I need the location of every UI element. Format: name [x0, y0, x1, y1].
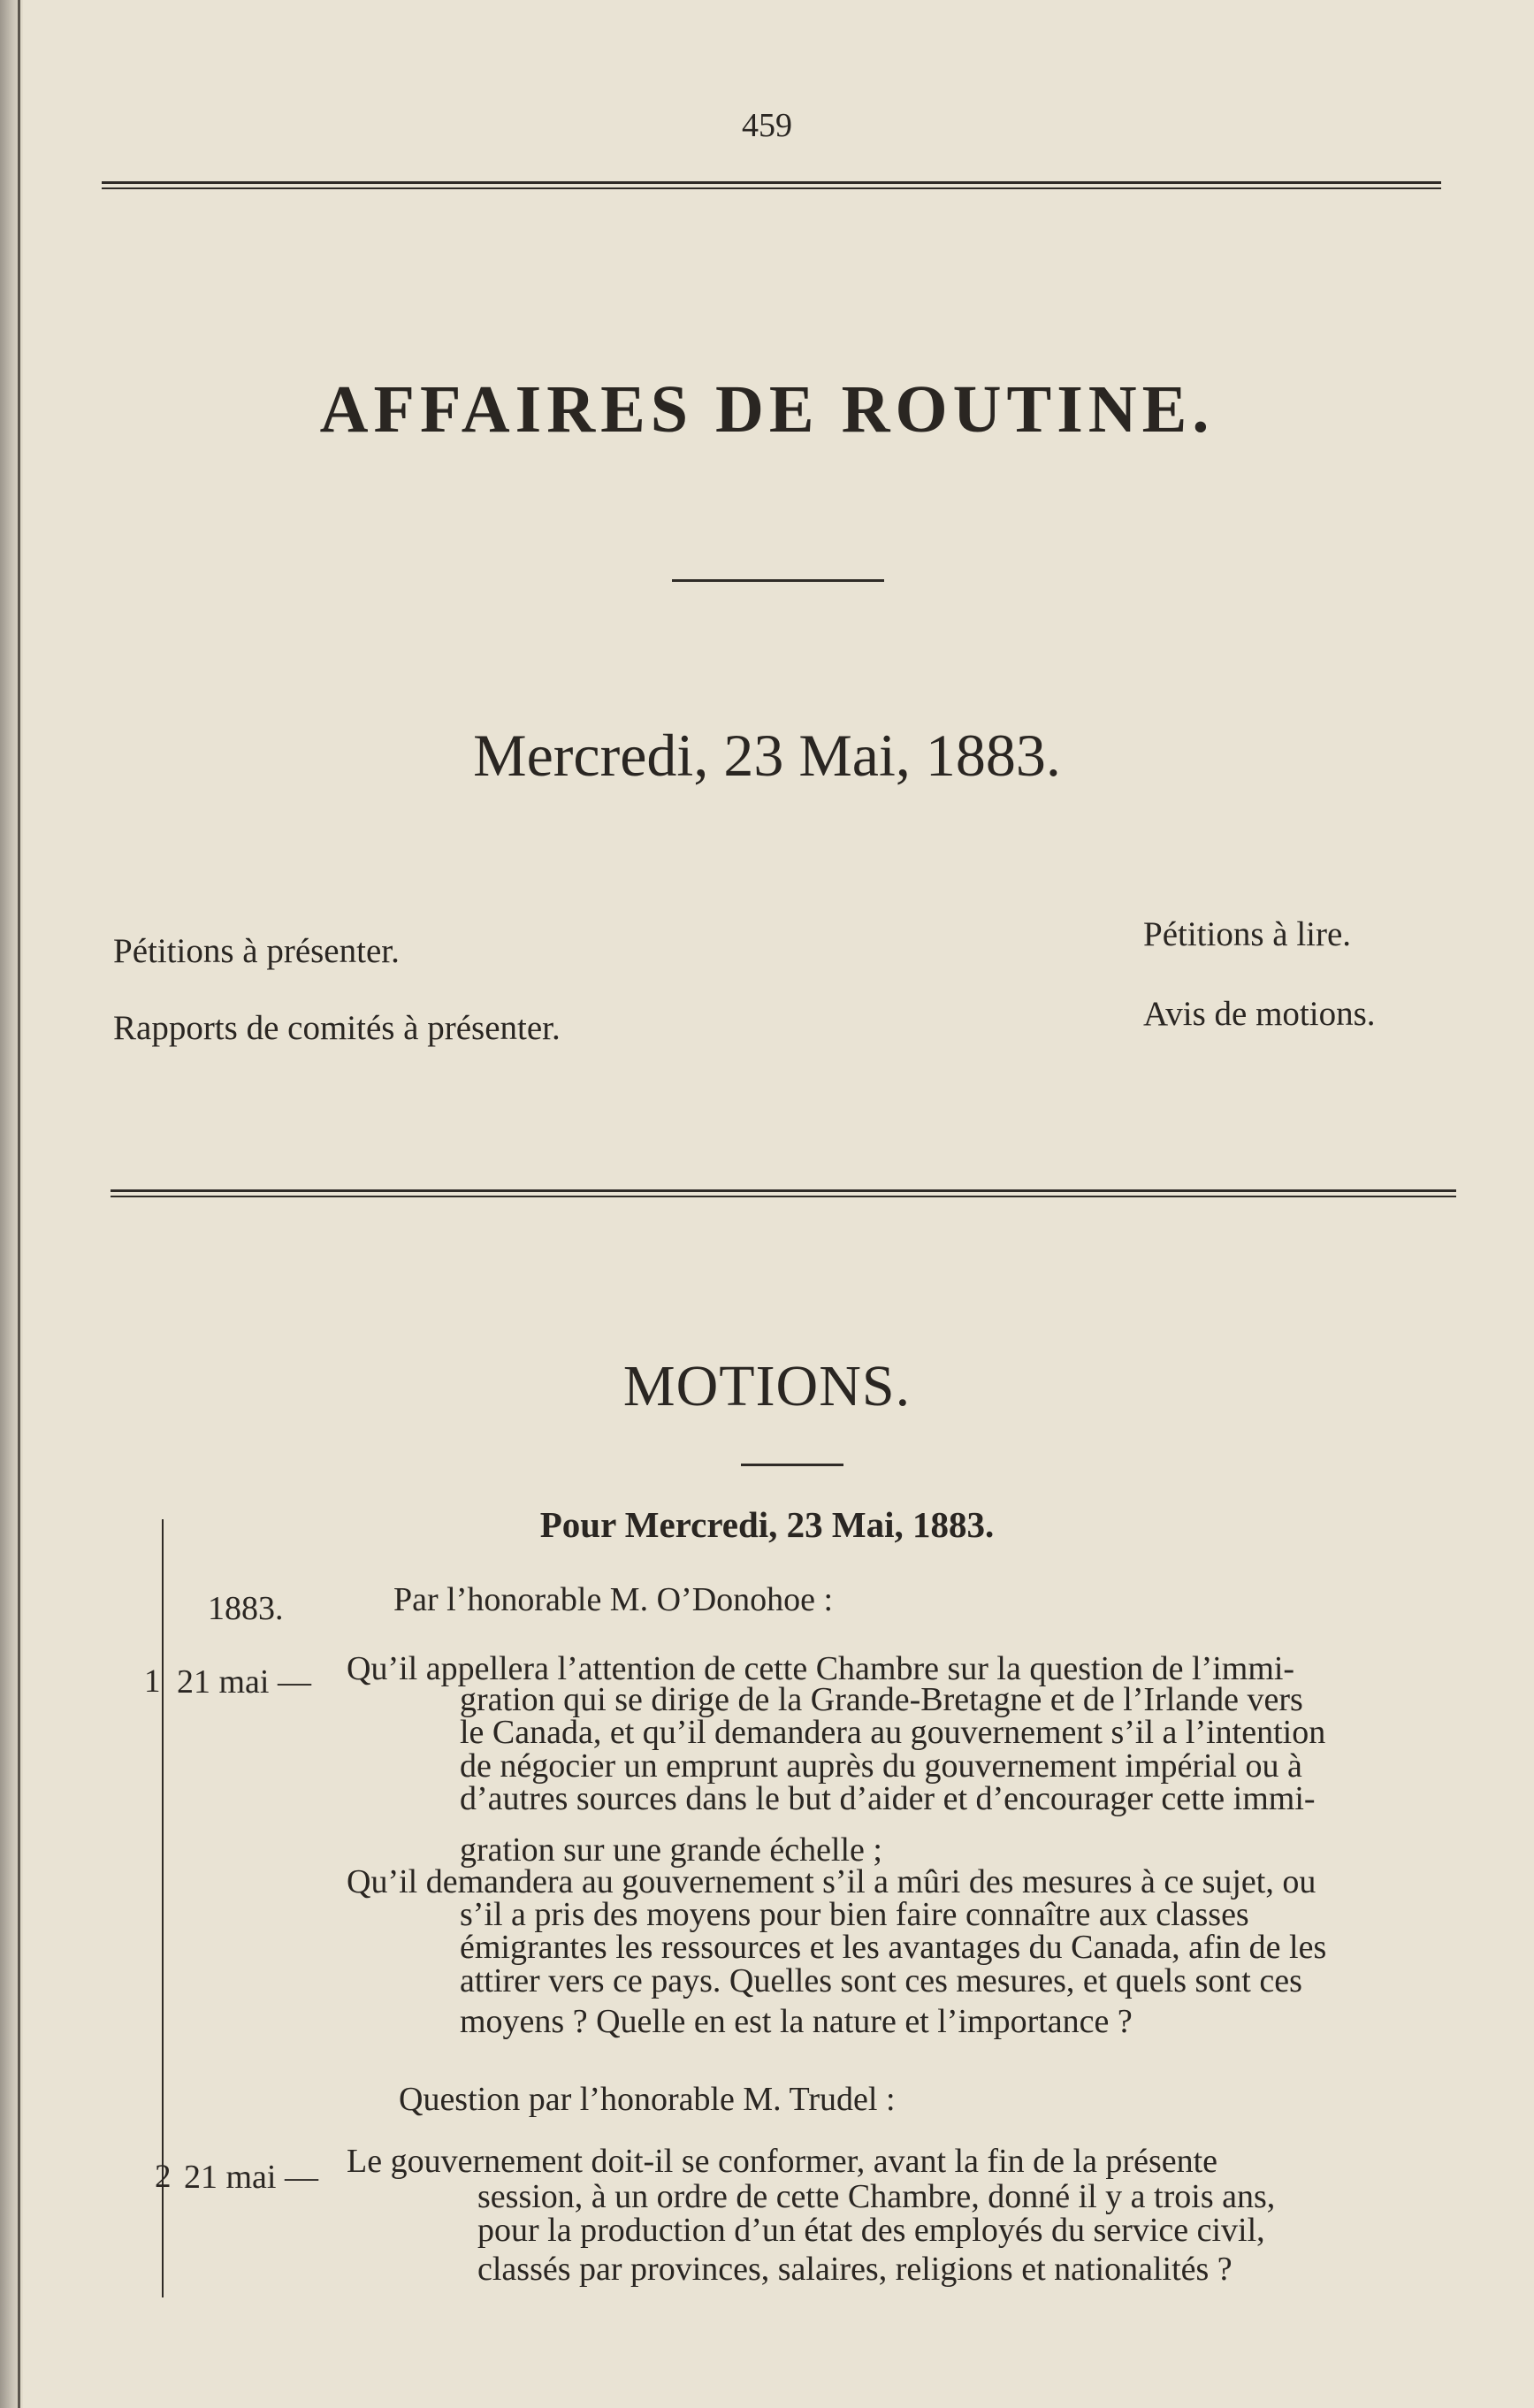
motion-1-date: 21 mai — — [177, 1663, 311, 1701]
routine-item-petitions-present: Pétitions à présenter. — [113, 932, 400, 970]
routine-item-petitions-read: Pétitions à lire. — [1143, 915, 1352, 953]
section-title: AFFAIRES DE ROUTINE. — [319, 372, 1215, 447]
motion-1-line: le Canada, et qu’il demandera au gouvernement s’il a l’intention — [460, 1714, 1326, 1751]
motion-1-line: Qu’il appellera l’attention de cette Chambre sur la question de l’immi- — [347, 1650, 1295, 1687]
motion-2-line: Le gouvernement doit-il se conformer, avant la fin de la présente — [347, 2143, 1218, 2180]
motion-1-number: 1 — [144, 1663, 161, 1700]
motion-1-line: gration sur une grande échelle ; — [460, 1831, 882, 1869]
routine-item-committee-reports: Rapports de comités à présenter. — [113, 1009, 561, 1047]
motion-2-line: pour la production d’un état des employés du service civil, — [477, 2212, 1265, 2249]
motion-2-line: classés par provinces, salaires, religions et nationalités ? — [477, 2251, 1233, 2288]
motions-date-heading: Pour Mercredi, 23 Mai, 1883. — [539, 1504, 995, 1545]
motion-1-line: émigrantes les ressources et les avantages du Canada, afin de les — [460, 1929, 1327, 1966]
title-separator — [672, 579, 884, 582]
motion-1-line: moyens ? Quelle en est la nature et l’importance ? — [460, 2003, 1133, 2040]
motion-2-sponsor: Question par l’honorable M. Trudel : — [399, 2081, 896, 2118]
motion-1-line: de négocier un emprunt auprès du gouvernement impérial ou à — [460, 1747, 1302, 1785]
routine-item-notices-of-motion: Avis de motions. — [1143, 995, 1376, 1033]
header-double-rule — [102, 181, 1441, 189]
motion-1-line: Qu’il demandera au gouvernement s’il a mûri des mesures à ce sujet, ou — [347, 1863, 1316, 1900]
motion-1-line: attirer vers ce pays. Quelles sont ces mesures, et quels sont ces — [460, 1962, 1302, 1999]
routine-double-rule — [111, 1189, 1456, 1197]
motion-1-line: d’autres sources dans le but d’aider et d’encourager cette immi- — [460, 1780, 1316, 1817]
binding-line — [18, 0, 20, 2408]
motions-separator — [741, 1464, 843, 1466]
motion-1-line: gration qui se dirige de la Grande-Bretagne et de l’Irlande vers — [460, 1681, 1303, 1718]
motions-year: 1883. — [208, 1590, 284, 1627]
session-date: Mercredi, 23 Mai, 1883. — [473, 722, 1061, 789]
page-number: 459 — [742, 107, 792, 144]
motion-1-line: s’il a pris des moyens pour bien faire connaître aux classes — [460, 1896, 1249, 1933]
motions-title: MOTIONS. — [622, 1354, 912, 1418]
motion-2-date: 21 mai — — [184, 2159, 318, 2196]
motion-2-number: 2 — [155, 2159, 172, 2195]
motion-1-sponsor: Par l’honorable M. O’Donohoe : — [393, 1581, 834, 1618]
motion-2-line: session, à un ordre de cette Chambre, donné il y a trois ans, — [477, 2178, 1276, 2215]
